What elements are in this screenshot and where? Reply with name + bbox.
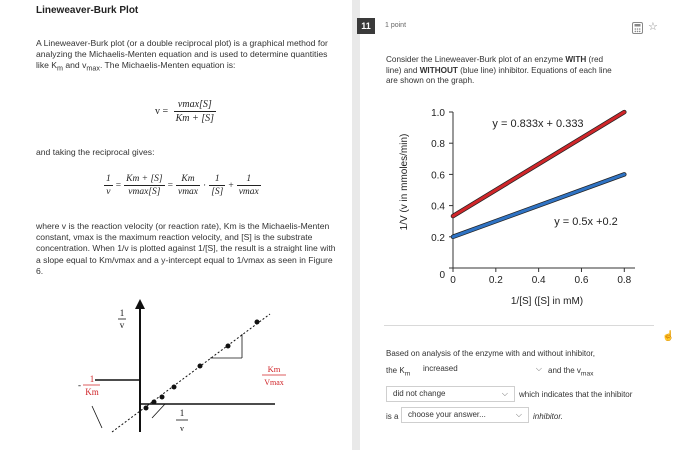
eq2-f1-num: 1 xyxy=(106,174,111,184)
chart-x-tick-label: 0.2 xyxy=(488,275,503,286)
eq2-frac-5 xyxy=(237,174,261,197)
figure-point xyxy=(172,385,177,390)
vmax-subscript: max xyxy=(86,65,100,74)
eq1-fraction xyxy=(174,99,216,124)
prompt-part: are shown on the graph. xyxy=(386,76,475,86)
lineweaver-burk-chart xyxy=(390,100,650,315)
chart-y-tick-label: 0.6 xyxy=(431,170,445,182)
eq2-f1-den: v xyxy=(106,187,111,197)
figure-point xyxy=(152,400,157,405)
figure-neg-label-minus: - xyxy=(78,380,81,390)
chart-y-tick-label: 0 xyxy=(439,270,445,281)
prompt-part: (red xyxy=(586,55,604,64)
eq1-denominator: Km + [S] xyxy=(175,113,215,124)
figure-pos-label-num: 1 xyxy=(179,408,185,418)
chart-y-tick-label: 0.8 xyxy=(431,139,445,151)
eq2-f3-num: Km xyxy=(176,174,200,186)
chart-x-tick-label: 0.4 xyxy=(531,275,546,286)
vmax-change-dropdown[interactable] xyxy=(386,386,515,402)
figure-point xyxy=(255,320,260,325)
inhibitor-type-value: choose your answer... xyxy=(408,410,486,419)
figure-point xyxy=(144,406,149,411)
vmax-subscript: max xyxy=(580,370,594,378)
figure-point xyxy=(160,395,165,400)
chart-x-tick-label: 0.6 xyxy=(574,275,589,286)
pointer-cursor-icon: ☝ xyxy=(662,331,675,342)
page-title: Lineweaver-Burk Plot xyxy=(36,5,139,16)
and-vmax-label xyxy=(548,365,594,380)
divider xyxy=(384,325,654,326)
chart-y-tick-label: 0.4 xyxy=(431,201,445,213)
chart-x-tick-label: 0.8 xyxy=(617,275,632,286)
reciprocal-equation: $\frac{1}{v}$ = $\frac{Km + [S]}{vmax[S]}$ = $\frac{Km}{vmax}$ · $\frac{1}{[S]}$ + $\frac{1}{vmax}$ xyxy=(106,174,259,197)
eq1-lhs: v = xyxy=(155,106,169,117)
chart-y-axis-title xyxy=(399,134,410,231)
figure-point xyxy=(198,364,203,369)
figure-point xyxy=(226,344,231,349)
chevron-down-icon: ⌵ xyxy=(501,389,508,398)
question-number-badge: 11 xyxy=(357,18,375,34)
prompt-part: (blue line) inhibitor. Equations of each line xyxy=(457,65,612,75)
km-subscript: m xyxy=(57,65,63,74)
inhibitor-type-dropdown[interactable] xyxy=(401,407,529,423)
prompt-without: WITHOUT xyxy=(419,65,458,75)
eq2-f5-den: vmax xyxy=(238,187,259,197)
km-subscript: m xyxy=(404,370,411,378)
and-vmax-text: and the v xyxy=(548,366,581,375)
km-change-dropdown[interactable] xyxy=(417,362,548,378)
chart-y-tick-label: 1.0 xyxy=(431,108,445,119)
which-indicates-text: which indicates that the inhibitor xyxy=(519,390,633,399)
figure-neg-pointer xyxy=(92,406,102,428)
chevron-down-icon: ⌵ xyxy=(515,410,522,419)
eq2-f4-num: 1 xyxy=(209,174,225,186)
figure-neg-label-num: 1 xyxy=(89,374,95,384)
inhibitor-text: inhibitor. xyxy=(533,412,563,421)
km-change-value: increased xyxy=(423,364,458,373)
figure-pos-pointer xyxy=(152,404,165,418)
figure-slope-num: Km xyxy=(267,364,281,374)
figure-6 xyxy=(70,294,290,440)
intro-text-end: . The Michaelis-Menten equation is: xyxy=(99,60,236,71)
reciprocal-intro: and taking the reciprocal gives: xyxy=(36,147,155,157)
chart-y-axis-label: 1/V (v in mmoles/min) xyxy=(399,133,410,231)
eq2-f3-den: vmax xyxy=(177,187,199,197)
figure-fit-line xyxy=(112,314,270,432)
eq2-f5-num: 1 xyxy=(237,174,261,186)
chevron-down-icon: ⌵ xyxy=(535,364,542,373)
eq2-frac-2 xyxy=(124,174,165,197)
is-a-text: is a xyxy=(386,412,399,421)
the-km-text: the K xyxy=(386,366,405,375)
chart-marks xyxy=(431,108,635,286)
intro-text-mid: and v xyxy=(62,60,87,71)
michaelis-menten-equation xyxy=(152,99,216,124)
vmax-change-value: did not change xyxy=(393,389,446,398)
figure-y-label-den: v xyxy=(119,320,125,330)
figure-neg-label-den: Km xyxy=(85,387,99,397)
prompt-with: WITH xyxy=(565,55,587,64)
figure-y-label-num: 1 xyxy=(119,308,125,318)
eq2-frac-4 xyxy=(209,174,225,197)
question-prompt xyxy=(386,55,686,87)
chart-equation-label: y = 0.5x +0.2 xyxy=(554,216,618,228)
eq1-numerator: vmax[S] xyxy=(174,99,216,112)
eq2-frac-1 xyxy=(104,174,113,197)
calculator-icon[interactable] xyxy=(632,22,643,36)
chart-equation-label: y = 0.833x + 0.333 xyxy=(492,118,584,130)
figure-pos-label-den: v xyxy=(180,424,184,433)
the-km-label xyxy=(386,365,410,380)
question-points: 1 point xyxy=(385,22,407,29)
intro-paragraph xyxy=(36,38,331,75)
chart-x-tick-label: 0 xyxy=(450,275,456,286)
eq2-frac-3 xyxy=(176,174,200,197)
star-icon[interactable]: ☆ xyxy=(648,21,658,33)
eq2-f4-den: [S] xyxy=(211,187,224,197)
chart-y-tick-label: 0.2 xyxy=(431,232,445,244)
chart-x-axis-label: 1/[S] ([S] in mM) xyxy=(510,296,584,307)
figure-slope-den: Vmax xyxy=(264,378,284,387)
prompt-part: Consider the Lineweaver-Burk plot of an enzyme xyxy=(386,55,566,64)
eq2-f2-den: vmax[S] xyxy=(128,187,161,197)
intro-text: A Lineweaver-Burk plot (or a double reciprocal plot) is a graphical method for analyzing the Michaelis-Menten equation and is used to determine quantities like K xyxy=(36,38,328,71)
eq2-f2-num: Km + [S] xyxy=(126,174,163,184)
definitions-paragraph: where v is the reaction velocity (or reaction rate), Km is the Michaelis-Menten constant, vmax is the maximum reaction velocity, and [S] is the substrate concentration. When 1/v is plotted against 1/[S], the result is a straight line with a slope equal to Km/vmax and a y-intercept equal to 1/vmax as seen in Figure 6. xyxy=(36,221,336,276)
prompt-part: line) and xyxy=(386,65,420,75)
analysis-sentence: Based on analysis of the enzyme with and without inhibitor, xyxy=(386,349,596,358)
